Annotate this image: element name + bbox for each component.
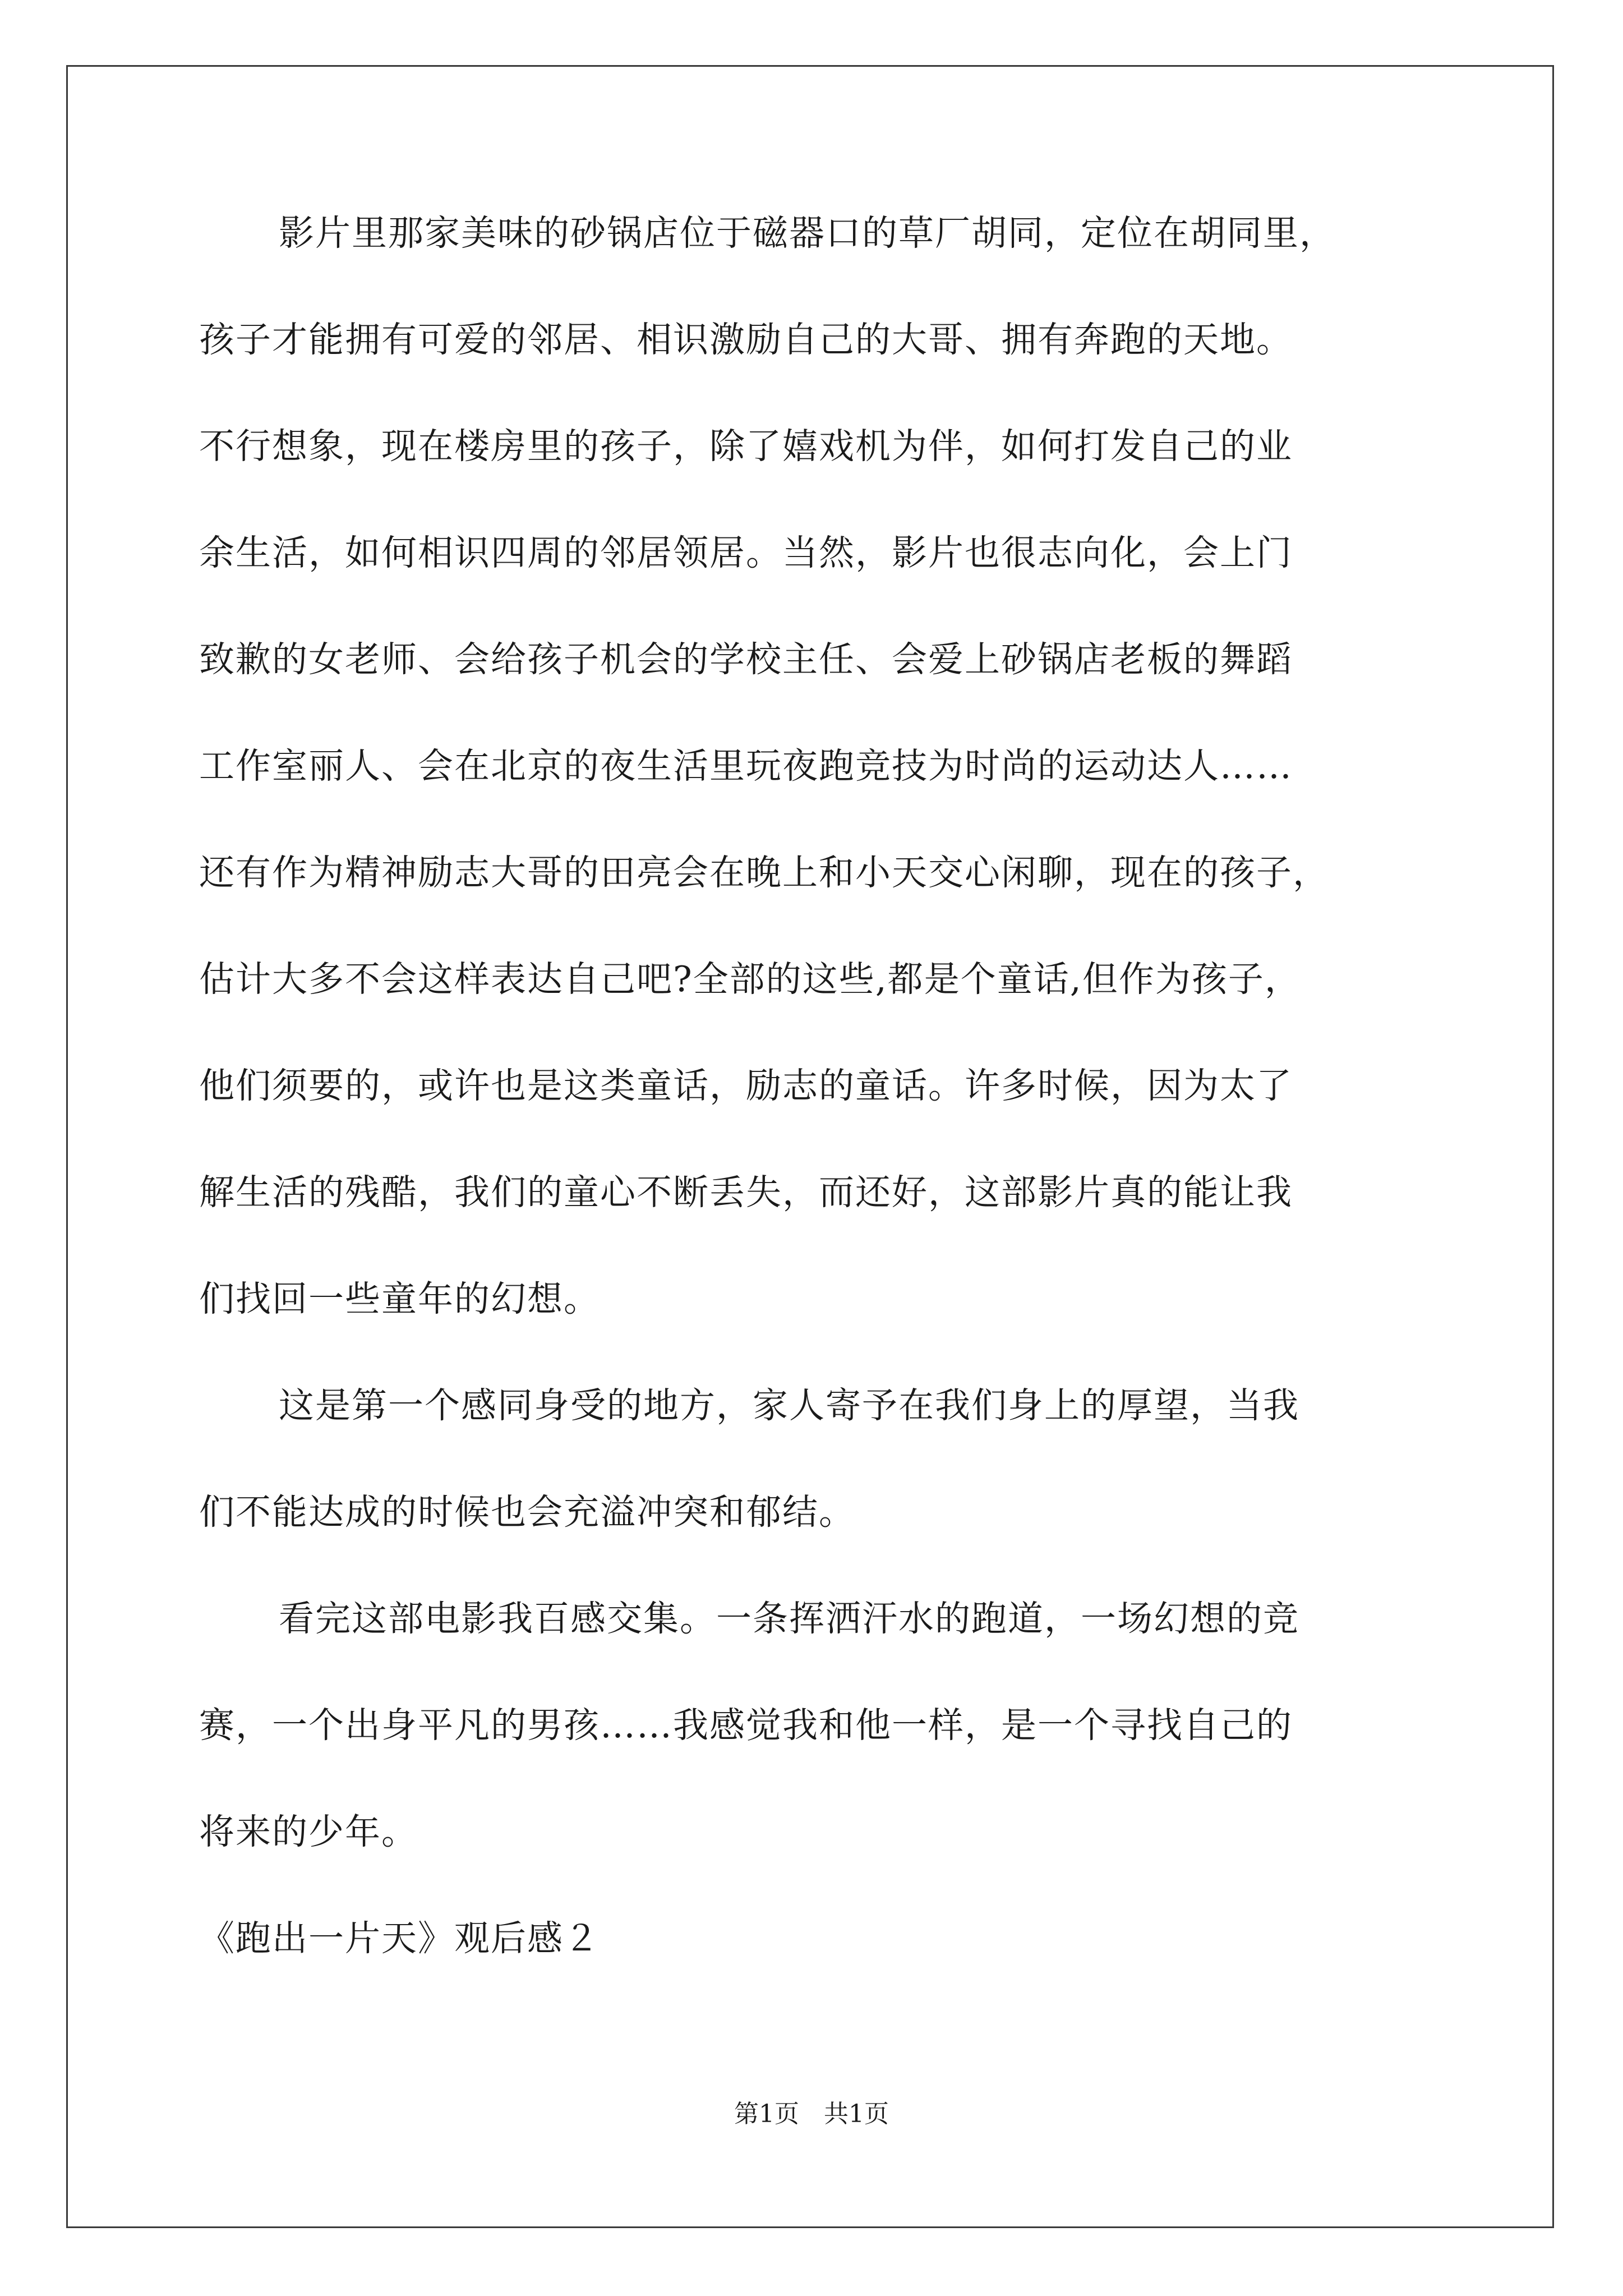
paragraph-line: 致歉的女老师、会给孩子机会的学校主任、会爱上砂锅店老板的舞蹈: [199, 639, 1293, 680]
paragraph-line: 孩子才能拥有可爱的邻居、相识激励自己的大哥、拥有奔跑的天地。: [199, 319, 1293, 360]
paragraph-line: 工作室丽人、会在北京的夜生活里玩夜跑竞技为时尚的运动达人……: [199, 746, 1293, 786]
paragraph-line: 解生活的残酷，我们的童心不断丢失，而还好，这部影片真的能让我: [199, 1172, 1293, 1213]
page-number: 第1页 共1页: [734, 2100, 889, 2128]
paragraph-line: 估计大多不会这样表达自己吧?全部的这些,都是个童话,但作为孩子，: [199, 959, 1301, 1000]
paragraph-line: 将来的少年。: [199, 1811, 418, 1852]
paragraph-line: 看完这部电影我百感交集。一条挥洒汗水的跑道，一场幻想的竞: [279, 1598, 1299, 1639]
paragraph-line: 还有作为精神励志大哥的田亮会在晚上和小天交心闲聊，现在的孩子，: [199, 852, 1329, 893]
paragraph-line: 们找回一些童年的幻想。: [199, 1278, 600, 1319]
paragraph-line: 影片里那家美味的砂锅店位于磁器口的草厂胡同，定位在胡同里，: [279, 213, 1336, 254]
paragraph-line: 赛，一个出身平凡的男孩……我感觉我和他一样，是一个寻找自己的: [199, 1705, 1293, 1746]
paragraph-line: 余生活，如何相识四周的邻居领居。当然，影片也很志向化，会上门: [199, 532, 1293, 573]
paragraph-line: 们不能达成的时候也会充溢冲突和郁结。: [199, 1492, 855, 1533]
paragraph-line: 不行想象，现在楼房里的孩子，除了嬉戏机为伴，如何打发自己的业: [199, 426, 1293, 467]
paragraph-line: 这是第一个感同身受的地方，家人寄予在我们身上的厚望，当我: [279, 1385, 1299, 1426]
section-heading: 《跑出一片天》观后感２: [199, 1918, 600, 1959]
document-body: [199, 205, 1461, 2017]
paragraph-line: 他们须要的，或许也是这类童话，励志的童话。许多时候，因为太了: [199, 1065, 1293, 1106]
